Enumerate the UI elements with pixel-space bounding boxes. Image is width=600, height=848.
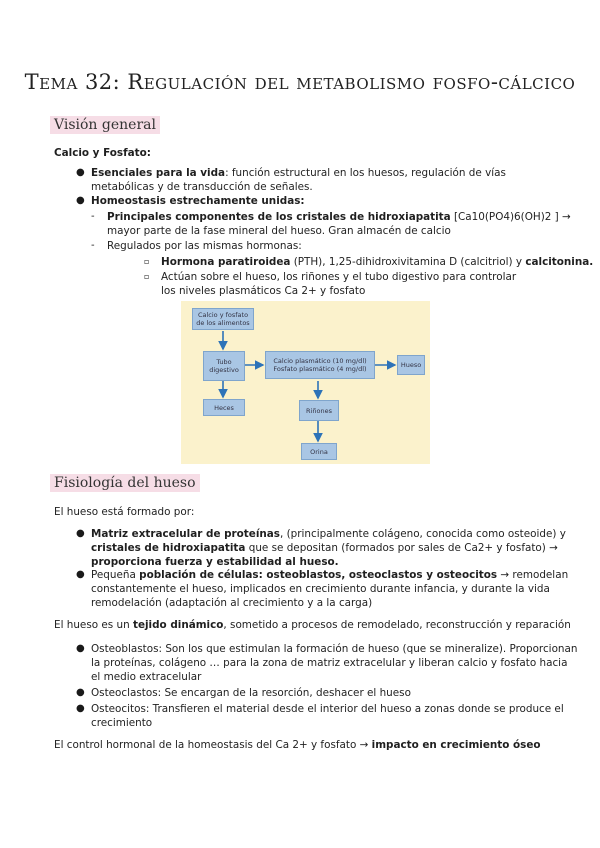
bullet-esenciales: Esenciales para la vida: función estructural en los huesos, regulación de vías metabólicas y de transducción de señales.	[91, 167, 506, 193]
sub-item-actuan: Actúan sobre el hueso, los riñones y el tubo digestivo para controlar los niveles plasmáticos Ca 2+ y fosfato	[161, 271, 517, 297]
calcium-phosphate-diagram	[181, 301, 430, 464]
bullet-dot-icon: ●	[76, 195, 85, 206]
box-urine: Orina	[301, 443, 337, 460]
bullet-matriz: Matriz extracelular de proteínas, (principalmente colágeno, conocida como osteoide) y cristales de hidroxiapatita que se depositan (formados por sales de Ca2+ y fosfato) → proporciona fuerza y estabilidad al hueso.	[91, 528, 566, 568]
paragraph-tejido-dinamico: El hueso es un tejido dinámico, sometido a procesos de remodelado, reconstrucción y reparación	[54, 619, 571, 631]
bullet-dot-icon: ●	[76, 687, 85, 698]
square-bullet-icon: ▫	[144, 272, 150, 281]
square-bullet-icon: ▫	[144, 257, 150, 266]
box-feces: Heces	[203, 399, 245, 416]
box-kidney: Riñones	[299, 400, 339, 421]
section-heading-vision-general: Visión general	[50, 116, 160, 134]
sub-item-hormonas: Hormona paratiroidea (PTH), 1,25-dihidroxivitamina D (calcitriol) y calcitonina.	[161, 256, 594, 268]
box-food: Calcio y fosfato de los alimentos	[192, 308, 254, 330]
dash-icon: -	[91, 211, 95, 222]
page-title: Tema 32: Regulación del metabolismo fosfo-cálcico	[24, 70, 576, 94]
subheading-calcio-fosfato: Calcio y Fosfato:	[54, 147, 151, 159]
box-plasma: Calcio plasmático (10 mg/dl) Fosfato plasmático (4 mg/dl)	[265, 351, 375, 379]
dash-icon: -	[91, 240, 95, 251]
bullet-osteoclastos: Osteoclastos: Se encargan de la resorción, deshacer el hueso	[91, 687, 411, 699]
intro-hueso: El hueso está formado por:	[54, 506, 195, 518]
bullet-dot-icon: ●	[76, 528, 85, 539]
box-gut: Tubo digestivo	[203, 351, 245, 381]
dash-item-componentes: Principales componentes de los cristales de hidroxiapatita [Ca10(PO4)6(OH)2 ] → mayor parte de la fase mineral del hueso. Gran almacén de calcio	[107, 211, 571, 237]
bullet-dot-icon: ●	[76, 569, 85, 580]
bullet-osteocitos: Osteocitos: Transfieren el material desde el interior del hueso a zonas donde se produce el crecimiento	[91, 703, 564, 729]
box-bone: Hueso	[397, 355, 425, 375]
section-heading-fisiologia: Fisiología del hueso	[50, 474, 200, 492]
bullet-celulas: Pequeña población de células: osteoblastos, osteoclastos y osteocitos → remodelan constantemente el hueso, implicados en crecimiento durante infancia, y durante la vida remodelación (adaptación al crecimiento y a la carga)	[91, 569, 569, 609]
bullet-dot-icon: ●	[76, 167, 85, 178]
bullet-homeostasis: Homeostasis estrechamente unidas:	[91, 195, 305, 207]
paragraph-control-hormonal: El control hormonal de la homeostasis del Ca 2+ y fosfato → impacto en crecimiento óseo	[54, 739, 541, 751]
dash-item-hormonas: Regulados por las mismas hormonas:	[107, 240, 302, 252]
bullet-dot-icon: ●	[76, 643, 85, 654]
bullet-osteoblastos: Osteoblastos: Son los que estimulan la formación de hueso (que se mineralize). Proporcionan la proteínas, colágeno … para la zona de matriz extracelular y liberan calcio y fosfato hacia el medio extracelular	[91, 643, 578, 683]
bullet-dot-icon: ●	[76, 703, 85, 714]
